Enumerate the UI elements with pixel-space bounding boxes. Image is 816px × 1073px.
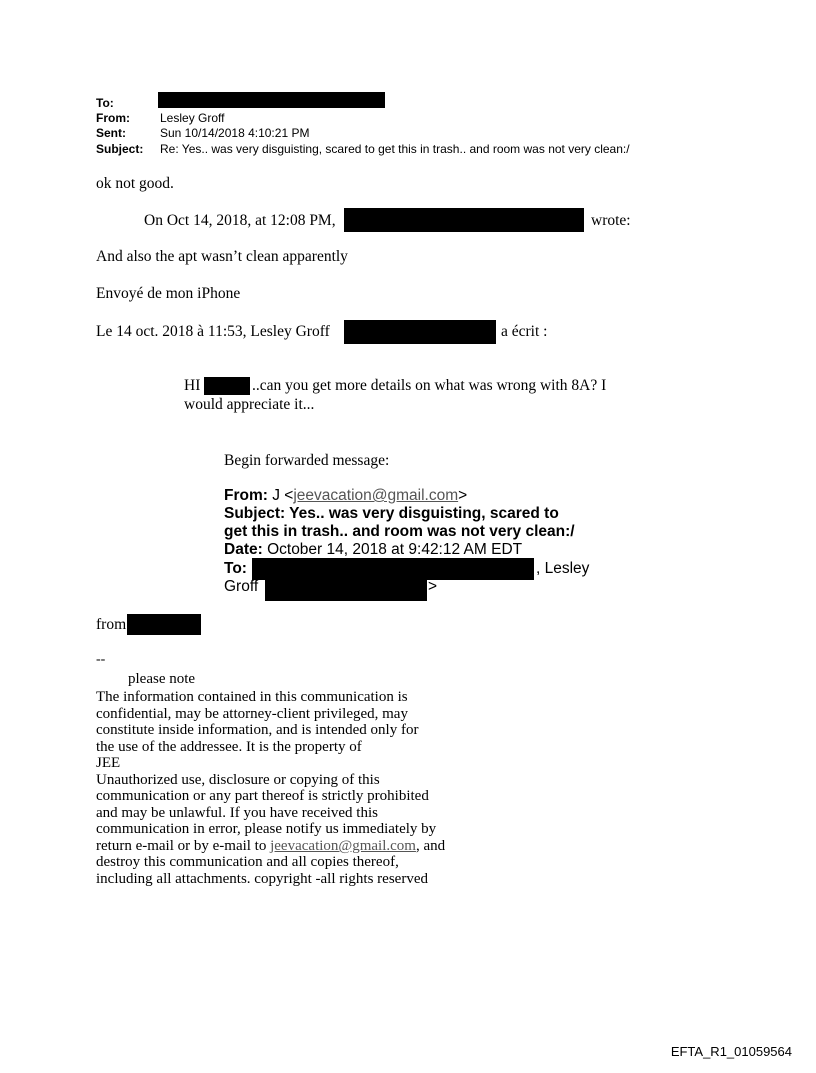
subject-label: Subject:: [96, 142, 144, 156]
disclaimer-return-line: [96, 838, 445, 855]
fwd-from-label: From:: [224, 487, 268, 504]
fwd-from-close: >: [458, 487, 468, 504]
disclaimer-line: JEE: [96, 755, 121, 771]
envoye-line: Envoyé de mon iPhone: [96, 285, 241, 302]
apt-line: And also the apt wasn’t clean apparently: [96, 248, 348, 265]
document-id: EFTA_R1_01059564: [670, 1044, 792, 1059]
disclaimer-line: the use of the addressee. It is the property of: [96, 739, 362, 755]
disclaimer-line: destroy this communication and all copies thereof,: [96, 854, 399, 870]
redaction-le-email: [344, 320, 496, 344]
begin-forwarded: Begin forwarded message:: [224, 452, 390, 469]
disclaimer-line: The information contained in this communication is: [96, 689, 408, 705]
reply-text: ok not good.: [96, 175, 174, 192]
redaction-to: [158, 92, 385, 108]
le-prefix: Le 14 oct. 2018 à 11:53, Lesley Groff: [96, 323, 330, 340]
fwd-from-name: J <: [272, 487, 294, 504]
hi-prefix: HI: [184, 377, 201, 394]
quote1-prefix: On Oct 14, 2018, at 12:08 PM,: [144, 212, 336, 229]
from-word: from: [96, 616, 127, 633]
redaction-quote1-sender: [344, 208, 584, 232]
sent-label: Sent:: [96, 126, 126, 140]
disclaimer-line: communication or any part thereof is strictly prohibited: [96, 788, 429, 804]
fwd-from-row: [224, 487, 467, 505]
sig-dashes: --: [96, 652, 106, 667]
fwd-date-label: Date:: [224, 541, 263, 558]
quote1-suffix: wrote:: [591, 212, 631, 229]
fwd-subject-line1: Subject: Yes.. was very disguisting, scared to: [224, 505, 559, 522]
fwd-to-label: To:: [224, 560, 247, 577]
disclaimer-line: constitute inside information, and is intended only for: [96, 722, 419, 738]
return-prefix: return e-mail or by e-mail to: [96, 838, 271, 854]
fwd-to-suffix: , Lesley: [536, 560, 590, 577]
redaction-from-name: [127, 614, 201, 635]
fwd-groff: Groff: [224, 578, 259, 595]
fwd-date-row: [224, 541, 522, 559]
disclaimer-line: including all attachments. copyright -all rights reserved: [96, 871, 428, 887]
redaction-fwd-groff-email: [265, 580, 427, 601]
sent-value: Sun 10/14/2018 4:10:21 PM: [160, 126, 310, 140]
le-suffix: a écrit :: [501, 323, 548, 340]
disclaimer-line: Unauthorized use, disclosure or copying of this: [96, 772, 380, 788]
disclaimer-line: confidential, may be attorney-client privileged, may: [96, 706, 408, 722]
fwd-date-value: October 14, 2018 at 9:42:12 AM EDT: [267, 541, 523, 558]
fwd-subject-line2: get this in trash.. and room was not very clean:/: [224, 523, 575, 540]
from-value: Lesley Groff: [160, 111, 225, 125]
redaction-hi-name: [204, 377, 250, 395]
please-note: please note: [128, 671, 196, 687]
disclaimer-line: and may be unlawful. If you have received this: [96, 805, 378, 821]
to-label: To:: [96, 96, 114, 110]
redaction-fwd-to: [252, 558, 534, 580]
disclaimer-line: communication in error, please notify us immediately by: [96, 821, 437, 837]
return-email-link[interactable]: jeevacation@gmail.com: [270, 838, 416, 854]
hi-line2: would appreciate it...: [184, 396, 315, 413]
from-label: From:: [96, 111, 130, 125]
return-suffix: , and: [415, 838, 446, 854]
fwd-from-email-link[interactable]: jeevacation@gmail.com: [293, 487, 459, 504]
hi-rest: ..can you get more details on what was wrong with 8A? I: [252, 377, 607, 394]
subject-value: Re: Yes.. was very disguisting, scared to get this in trash.. and room was not very clean:/: [160, 142, 630, 156]
fwd-close: >: [428, 578, 438, 595]
